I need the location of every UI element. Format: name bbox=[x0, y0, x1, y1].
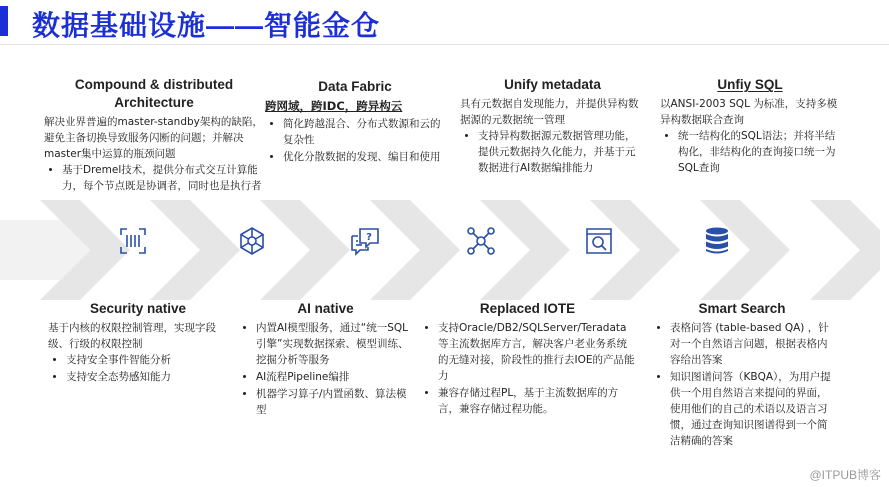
card-security-native bbox=[48, 300, 228, 386]
card-bullets bbox=[265, 116, 445, 165]
card-smart-search bbox=[652, 300, 832, 450]
watermark: @ITPUB博客 bbox=[809, 468, 881, 482]
card-title: AI native bbox=[297, 301, 354, 316]
chat-question-icon bbox=[350, 226, 380, 256]
card-intro: 具有元数据自发现能力，并提供异构数据源的元数据统一管理 bbox=[460, 98, 639, 126]
list-item: • 支持Oracle/DB2/SQLServer/Teradata等主流数据库方言，解决客户老业务系统的无缝对接，阶段性的推行去IOE的产品能力 bbox=[438, 320, 635, 384]
card-intro: 解决业界普遍的master-standby架构的缺陷，避免主备切换导致服务闪断的问题；并解决master集中运算的瓶颈问题 bbox=[44, 116, 263, 160]
list-item: • 支持安全事件智能分析 bbox=[66, 352, 228, 368]
card-bullets bbox=[238, 320, 413, 418]
list-item: • 统一结构化的SQL语法；并将半结构化，非结构化的查询接口统一为SQL查询 bbox=[678, 128, 840, 176]
list-item: • 简化跨越混合、分布式数源和云的复杂性 bbox=[283, 116, 445, 148]
list-item: • AI流程Pipeline编排 bbox=[256, 369, 413, 385]
card-intro: 以ANSI-2003 SQL 为标准，支持多模异构数据联合查询 bbox=[660, 98, 838, 126]
card-unify-metadata bbox=[460, 76, 645, 177]
list-item: • 兼容存储过程PL，基于主流数据库的方言，兼容存储过程功能。 bbox=[438, 385, 635, 417]
page-title: 数据基础设施——智能金仓 bbox=[32, 10, 381, 41]
list-item: • 机器学习算子/内置函数、算法模型 bbox=[256, 386, 413, 418]
list-item: • 基于Dremel技术，提供分布式交互计算能力，每个节点既是协调者，同时也是执行者 bbox=[62, 162, 264, 194]
header-divider bbox=[0, 44, 889, 45]
node-graph-icon bbox=[466, 226, 496, 256]
card-bullets bbox=[660, 128, 840, 176]
list-item: • 表格问答 (table-based QA) ，针对一个自然语言问题，根据表格内容给出答案 bbox=[670, 320, 832, 368]
card-title: Unify metadata bbox=[504, 77, 601, 92]
list-item: • 支持异构数据源元数据管理功能，提供元数据持久化能力，并基于元数据进行AI数据编排能力 bbox=[478, 128, 645, 176]
card-replaced-iote bbox=[420, 300, 635, 418]
card-title: Replaced IOTE bbox=[479, 301, 576, 316]
card-unify-sql bbox=[660, 76, 840, 177]
list-item: • 内置AI模型服务，通过“统一SQL引擎”实现数据探索、模型训练、挖掘分析等服务 bbox=[256, 320, 413, 368]
title-accent-bar bbox=[0, 6, 8, 36]
card-bullets bbox=[48, 352, 228, 385]
list-item: • 支持安全态势感知能力 bbox=[66, 369, 228, 385]
card-bullets bbox=[44, 162, 264, 194]
card-title: Compound & distributed Architecture bbox=[74, 77, 234, 110]
search-document-icon bbox=[584, 226, 614, 256]
card-ai-native bbox=[238, 300, 413, 419]
svg-text:?: ? bbox=[366, 232, 372, 243]
card-subhead: 跨网域，跨IDC，跨异构云 bbox=[265, 99, 403, 113]
list-item: • 知识图谱问答（KBQA），为用户提供一个用自然语言来提问的界面，使用他们的自己的术语以及语言习惯，通过查询知识图谱得到一个简洁精确的答案 bbox=[670, 369, 832, 449]
card-compound-architecture bbox=[44, 76, 264, 195]
card-data-fabric bbox=[265, 78, 445, 166]
card-title: Data Fabric bbox=[318, 79, 392, 94]
database-icon bbox=[702, 226, 732, 256]
card-intro: 基于内核的权限控制管理，实现字段级、行级的权限控制 bbox=[48, 322, 216, 350]
network-hub-icon bbox=[237, 226, 267, 256]
list-item: • 优化分散数据的发现、编目和使用 bbox=[283, 149, 445, 165]
card-bullets bbox=[420, 320, 635, 417]
card-title: Security native bbox=[89, 301, 187, 316]
card-bullets bbox=[460, 128, 645, 176]
card-title: Unfiy SQL bbox=[717, 77, 783, 92]
card-bullets bbox=[652, 320, 832, 449]
card-title: Smart Search bbox=[698, 301, 786, 316]
id-scan-icon bbox=[118, 226, 148, 256]
